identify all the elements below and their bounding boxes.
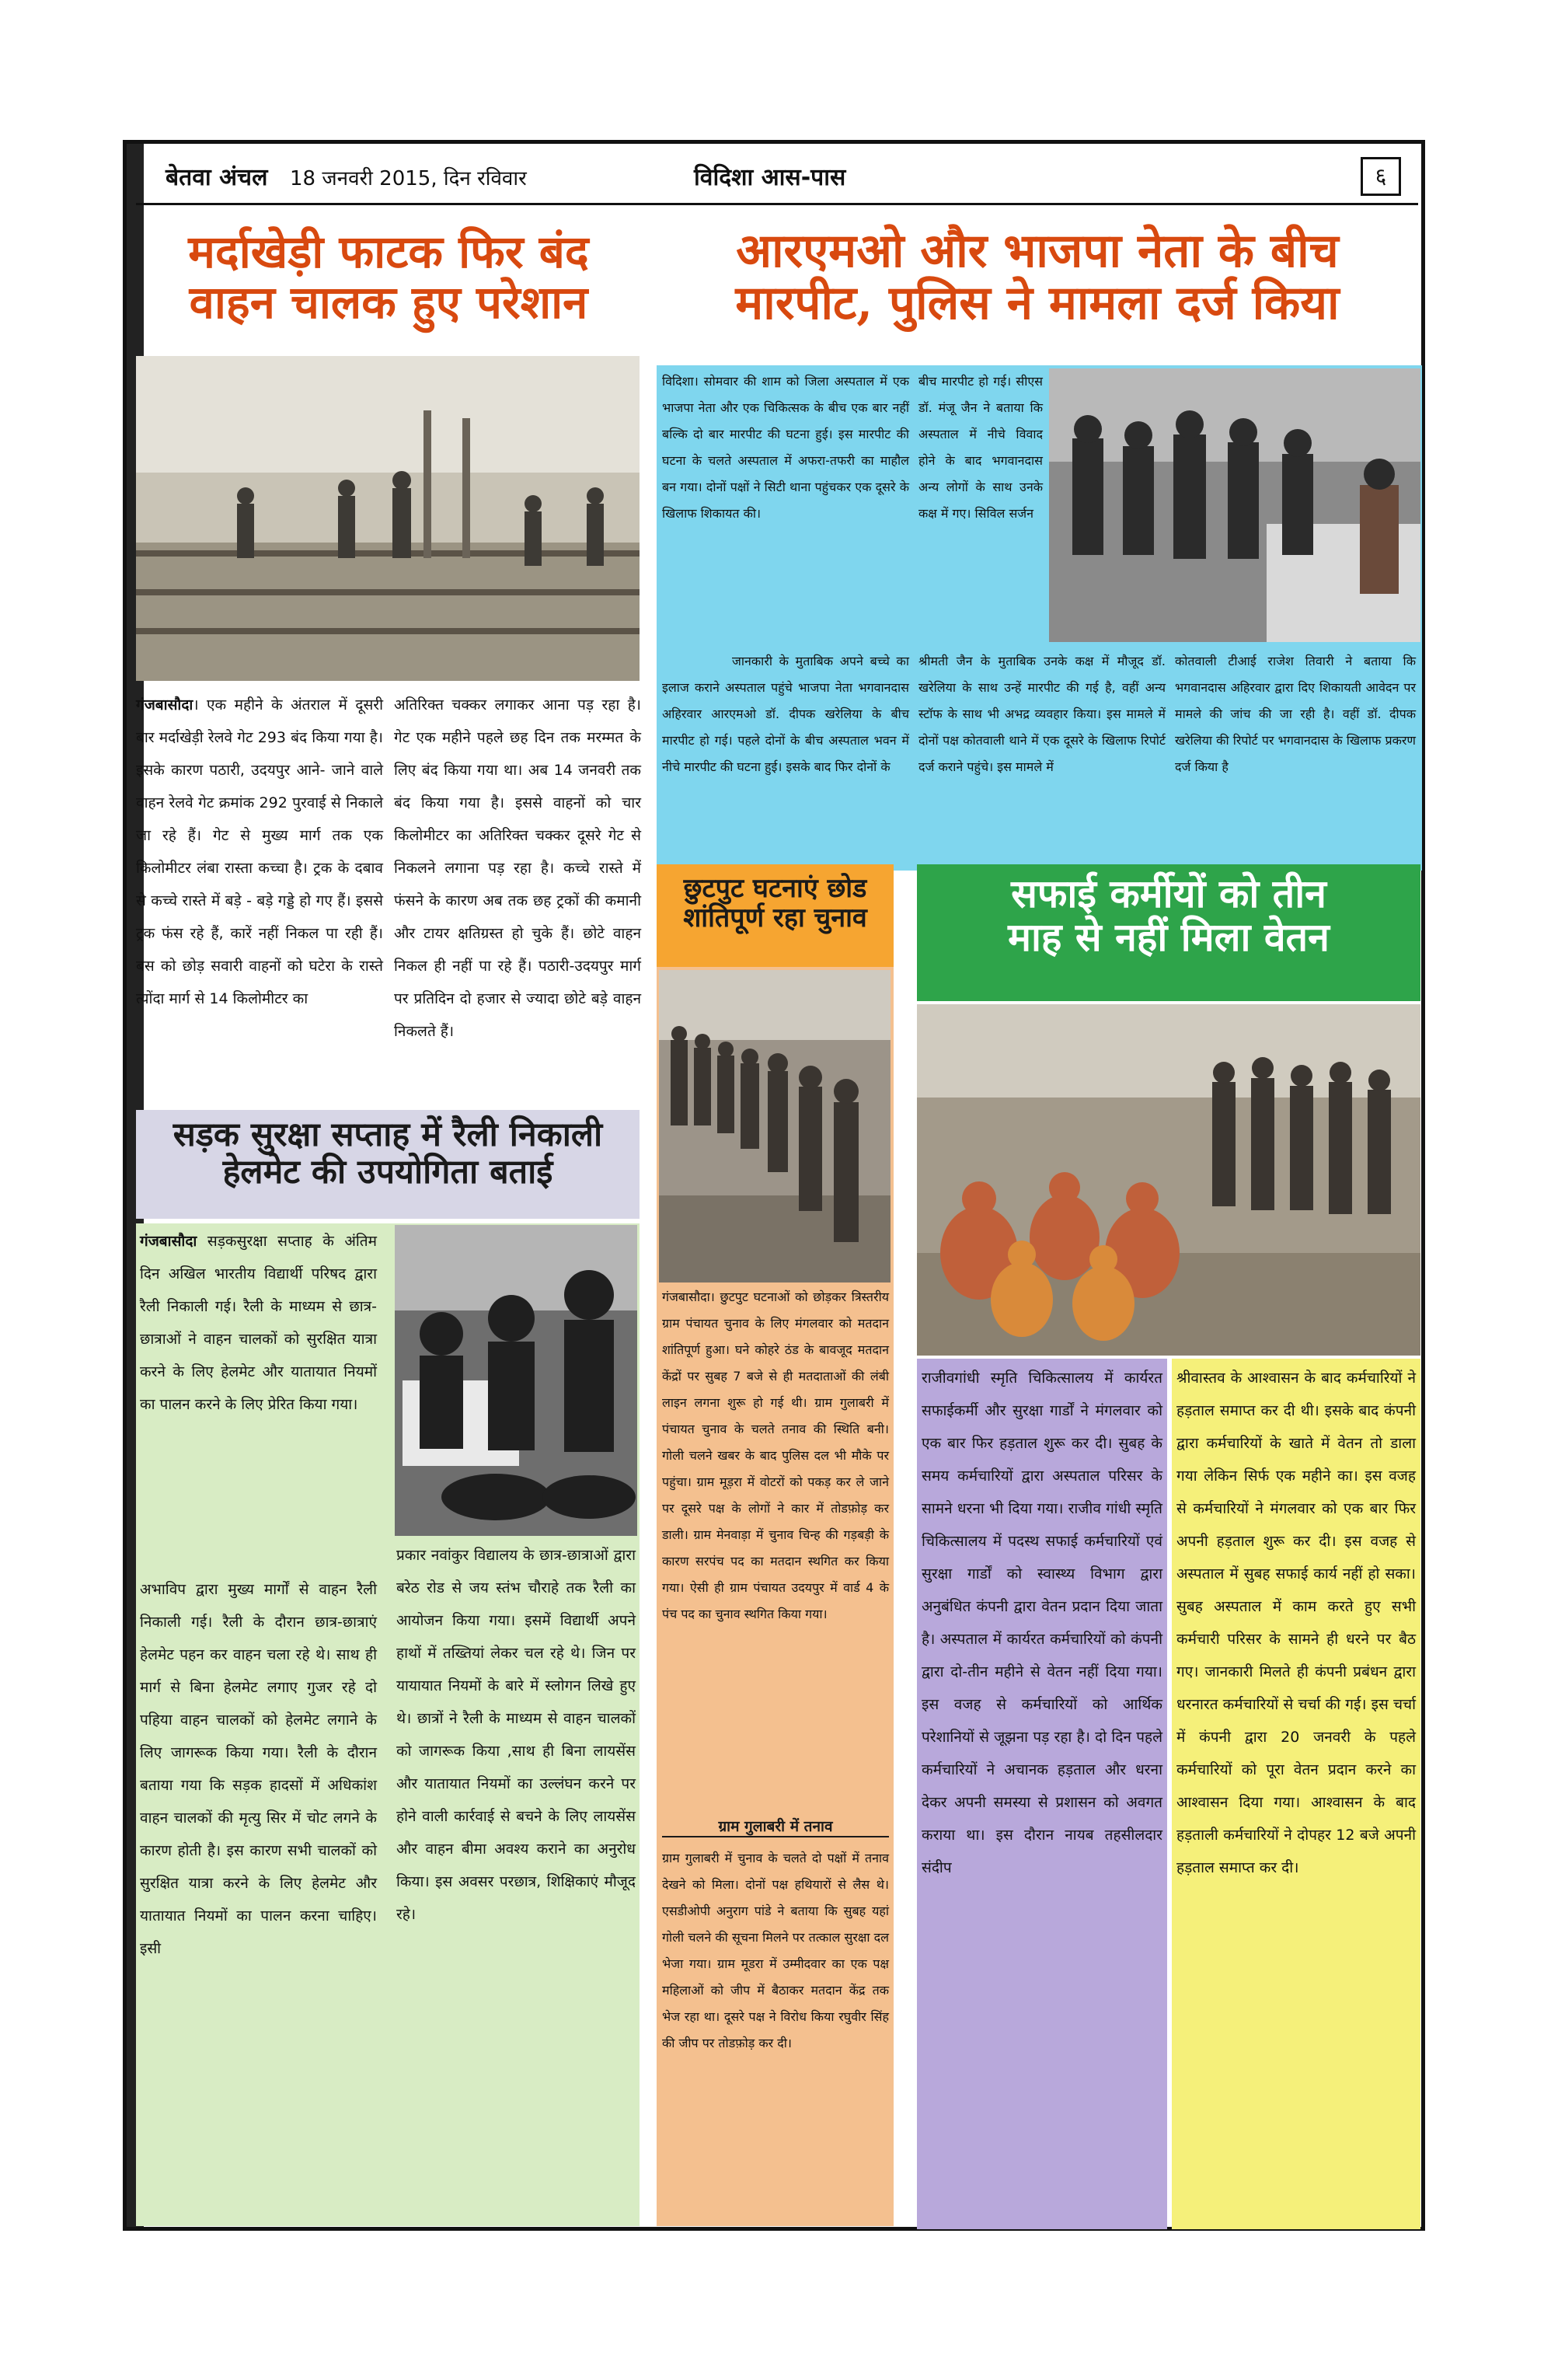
safai-headline-line1: सफाई कर्मीयों को तीन	[1011, 871, 1326, 916]
fatak-headline-line2: वाहन चालक हुए परेशान	[189, 275, 588, 329]
fatak-photo	[136, 356, 640, 681]
chunav-text2: ग्राम गुलाबरी में चुनाव के चलते दो पक्षों में तनाव देखने को मिला। दोनों पक्ष हथियारों से लैस थे। एसडीओपी अनुराग पांडे ने बताया कि सुबह यहां गोली चलने की सूचना मिलने पर तत्काल सुरक्षा दल भेजा गया। ग्राम मूडरा में उम्मीदवार का एक पक्ष महिलाओं को जीप में बैठाकर मतदान केंद्र तक भेज रहा था। दूसरे पक्ष ने विरोध किया रघुवीर सिंह की जीप पर तोडफ़ोड़ कर दी।	[662, 1851, 889, 2050]
fatak-col1	[136, 689, 383, 1015]
chunav-text: गंजबासौदा। छुटपुट घटनाओं को छोड़कर त्रिस्तरीय ग्राम पंचायत चुनाव के लिए मंगलवार को मतदान शांतिपूर्ण हुआ। घने कोहरे ठंड के बावजूद मतदान केंद्रों पर सुबह 7 बजे से ही मतदाताओं की लंबी लाइन लगना शुरू हो गई थी। ग्राम गुलाबरी में पंचायत चुनाव के चलते तनाव की स्थिति बनी। गोली चलने खबर के बाद पुलिस दल भी मौके पर पहुंचा। ग्राम मूड़रा में वोटरों को पकड़ कर ले जाने पर दूसरे पक्ष के लोगों ने कार में तोडफ़ोड़ कर डाली। ग्राम मेनवाड़ा में चुनाव चिन्ह की गड़बड़ी के कारण सरपंच पद का मतदान स्थगित कर किया गया। ऐसी ही ग्राम पंचायत उदयपुर में वार्ड 4 के पंच पद का चुनाव स्थगित किया गया।	[662, 1289, 889, 1621]
rmo-col3: कोतवाली टीआई राजेश तिवारी ने बताया कि भगवानदास अहिरवार द्वारा दिए शिकायती आवेदन पर मामले की जांच की जा रही है। वहीं डॉ. दीपक खरेलिया की रिपोर्ट पर भगवानदास के खिलाफ प्रकरण दर्ज किया है	[1175, 654, 1416, 774]
fatak-col2: अतिरिक्त चक्कर लगाकर आना पड़ रहा है। गेट एक महीने पहले छह दिन तक मरम्मत के लिए बंद किया गया था। अब 14 जनवरी तक बंद किया गया है। इससे वाहनों को चार किलोमीटर का अतिरिक्त चक्कर दूसरे गेट से निकलने लगाना पड़ रहा है। कच्चे रास्ते में फंसने के कारण अब तक छह ट्रकों की कमानी और टायर क्षतिग्रस्त हो चुके हैं। छोटे वाहन निकल ही नहीं पा रहे हैं। पठारी-उदयपुर मार्ग पर प्रतिदिन दो हजार से ज्यादा छोटे बड़े वाहन निकलते हैं।	[394, 696, 641, 1040]
chunav-headline	[660, 874, 890, 933]
rmo-headline-line2: मारपीट, पुलिस ने मामला दर्ज किया	[735, 276, 1340, 331]
safai-photo	[917, 1004, 1420, 1356]
rmo-col2-top: बीच मारपीट हो गई। सीएस डॉ. मंजू जैन ने बताया कि अस्पताल में नीचे विवाद होने के बाद भगवानदास अन्य लोगों के साथ उनके कक्ष में गए। सिविल सर्जन	[918, 374, 1043, 521]
rally-photo	[395, 1225, 637, 1536]
fatak-headline-line1: मर्दाखेड़ी फाटक फिर बंद	[188, 225, 589, 278]
safai-col2: श्रीवास्तव के आश्वासन के बाद कर्मचारियों ने हड़ताल समाप्त कर दी थी। इसके बाद कंपनी द्वारा कर्मचारियों के खाते में वेतन तो डाला गया लेकिन सिर्फ एक महीने का। इस वजह से कर्मचारियों ने मंगलवार को एक बार फिर अपनी हड़ताल शुरू कर दी। इस वजह से अस्पताल में सुबह सफाई कार्य नहीं हो सका। सुबह अस्पताल में काम करते हुए सभी कर्मचारी परिसर के सामने ही धरने पर बैठ गए। जानकारी मिलते ही कंपनी प्रबंधन द्वारा धरनारत कर्मचारियों से चर्चा की गई। इस चर्चा में कंपनी द्वारा 20 जनवरी के पहले कर्मचारियों को पूरा वेतन प्रदान करने का आश्वासन दिया गया। आश्वासन के बाद हड़ताली कर्मचारियों ने दोपहर 12 बजे अपनी हड़ताल समाप्त कर दी।	[1176, 1370, 1416, 1876]
fatak-headline	[136, 227, 641, 328]
chunav-photo	[659, 970, 891, 1282]
safai-headline-line2: माह से नहीं मिला वेतन	[1008, 914, 1330, 960]
rally-dateline: गंजबासौदा	[140, 1233, 197, 1250]
rally-headline-line1: सड़क सुरक्षा सप्ताह में रैली निकाली	[173, 1115, 603, 1154]
section-title: विदिशा आस-पास	[694, 164, 846, 191]
safai-headline	[917, 872, 1420, 959]
chunav-headline-line2: शांतिपूर्ण रहा चुनाव	[683, 902, 867, 934]
rmo-col1-top: विदिशा। सोमवार की शाम को जिला अस्पताल में एक भाजपा नेता और एक चिकित्सक के बीच एक बार नहीं बल्कि दो बार मारपीट की घटना हुई। इस मारपीट की घटना के चलते अस्पताल में अफरा-तफरी का माहौल बन गया। दोनों पक्षों ने सिटी थाना पहुंचकर एक दूसरे के खिलाफ शिकायत की।	[662, 374, 909, 521]
fatak-dateline: गंजबासौदा	[136, 696, 193, 714]
rmo-col1-bottom: जानकारी के मुताबिक अपने बच्चे का इलाज कराने अस्पताल पहुंचे भाजपा नेता भगवानदास अहिरवार आरएमओ डॉ. दीपक खरेलिया के बीच मारपीट हो गई। पहले दोनों के बीच अस्पताल भवन में नीचे मारपीट की घटना हुई। इसके बाद फिर दोनों के	[662, 654, 909, 774]
rmo-headline	[657, 225, 1418, 330]
rmo-headline-line1: आरएमओ और भाजपा नेता के बीच	[736, 224, 1339, 278]
rmo-col2-bottom: श्रीमती जैन के मुताबिक उनके कक्ष में मौजूद डॉ. खरेलिया के साथ उन्हें मारपीट की गई है, वहीं अन्य स्टॉफ के साथ भी अभद्र व्यवहार किया। इस मामले में दोनों पक्ष कोतवाली थाने में एक दूसरे के खिलाफ रिपोर्ट दर्ज कराने पहुंचे। इस मामले में	[918, 654, 1166, 774]
rally-col1-bottom: अभाविप द्वारा मुख्य मार्गों से वाहन रैली निकाली गई। रैली के दौरान छात्र-छात्राएं हेलमेट पहन कर वाहन चला रहे थे। साथ ही मार्ग से बिना हेलमेट लगाए गुजर रहे दो पहिया वाहन चालकों को हेलमेट लगाने के लिए जागरूक किया गया। रैली के दौरान बताया गया कि सड़क हादसों में अधिकांश वाहन चालकों की मृत्यु सिर में चोट लगने के कारण होती है। इस कारण सभी चालकों को सुरक्षित यात्रा करने के लिए हेलमेट और यातायात नियमों का पालन करना चाहिए। इसी	[140, 1581, 377, 1957]
rally-headline	[136, 1116, 640, 1191]
page-header	[136, 152, 1418, 205]
chunav-subhead: ग्राम गुलाबरी में तनाव	[662, 1816, 889, 1837]
issue-date: 18 जनवरी 2015, दिन रविवार	[290, 167, 527, 190]
rally-col1-top	[140, 1225, 377, 1421]
rally-col1-top-text: सड़कसुरक्षा सप्ताह के अंतिम दिन अखिल भारतीय विद्यार्थी परिषद द्वारा रैली निकाली गई। रैली के माध्यम से छात्र-छात्राओं ने वाहन चालकों को सुरक्षित यात्रा करने के लिए हेलमेट और यातायात नियमों का पालन करने के लिए प्रेरित किया गया।	[140, 1233, 377, 1413]
rally-headline-line2: हेलमेट की उपयोगिता बताई	[222, 1153, 553, 1192]
page-number: ६	[1361, 157, 1401, 196]
rmo-photo	[1049, 368, 1420, 642]
fatak-col1-text: । एक महीने के अंतराल में दूसरी बार मर्दाखेड़ी रेलवे गेट 293 बंद किया गया है। इसके कारण पठारी, उदयपुर आने- जाने वाले वाहन रेलवे गेट क्रमांक 292 पुरवाई से निकाले जा रहे हैं। गेट से मुख्य मार्ग तक एक किलोमीटर लंबा रास्ता कच्चा है। ट्रक के दबाव से कच्चे रास्ते में बड़े - बड़े गड्डे हो गए हैं। इससे ट्रक फंस रहे हैं, कारें नहीं निकल पा रही हैं। बस को छोड़ सवारी वाहनों को घटेरा के रास्ते त्योंदा मार्ग से 14 किलोमीटर का	[136, 696, 383, 1007]
chunav-headline-line1: छुटपुट घटनाएं छोड	[683, 873, 867, 904]
paper-name: बेतवा अंचल	[166, 164, 268, 191]
safai-col1: राजीवगांधी स्मृति चिकित्सालय में कार्यरत सफाईकर्मी और सुरक्षा गार्डों ने मंगलवार को एक बार फिर हड़ताल शुरू कर दी। सुबह के समय कर्मचारियों द्वारा अस्पताल परिसर के सामने धरना भी दिया गया। राजीव गांधी स्मृति चिकित्सालय में पदस्थ सफाई कर्मचारियों एवं सुरक्षा गार्डों को स्वास्थ्य विभाग द्वारा अनुबंधित कंपनी द्वारा वेतन प्रदान दिया जाता है। अस्पताल में कार्यरत कर्मचारियों को कंपनी द्वारा दो-तीन महीने से वेतन नहीं दिया गया। इस वजह से कर्मचारियों को आर्थिक परेशानियों से जूझना पड़ रहा है। दो दिन पहले कर्मचारियों ने अचानक हड़ताल और धरना देकर अपनी समस्या से प्रशासन को अवगत कराया था। इस दौरान नायब तहसीलदार संदीप	[922, 1370, 1162, 1876]
rally-col2: प्रकार नवांकुर विद्यालय के छात्र-छात्राओं द्वारा बरेठ रोड से जय स्तंभ चौराहे तक रैली का आयोजन किया गया। इसमें विद्यार्थी अपने हाथों में तख्तियां लेकर चल रहे थे। जिन पर यायायात नियमों के बारे में स्लोगन लिखे हुए थे। छात्रों ने रैली के माध्यम से वाहन चालकों को जागरूक किया ,साथ ही बिना लायसेंस और यातायात नियमों का उल्लंघन करने पर होने वाली कार्रवाई से बचने के लिए लायसेंस और वाहन बीमा अवश्य कराने का अनुरोध किया। इस अवसर परछात्र, शिक्षिकाएं मौजूद रहे।	[396, 1547, 636, 1923]
